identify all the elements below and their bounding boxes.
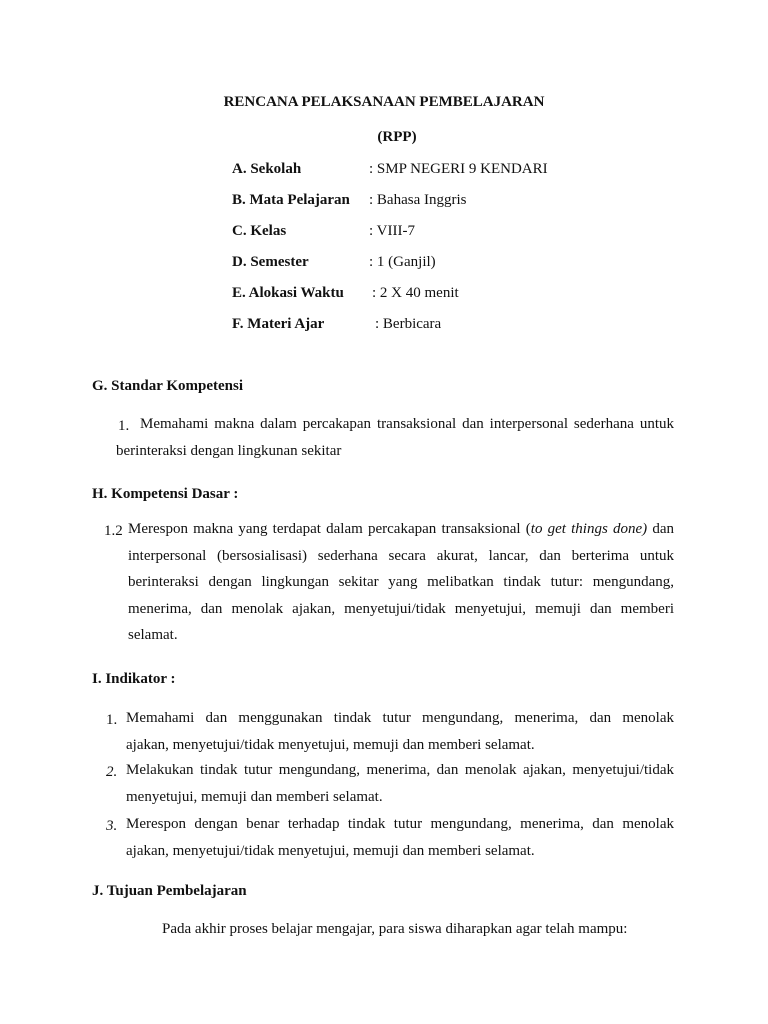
section-h-line-5: selamat. [128, 627, 178, 643]
indicator-2-line-2: menyetujui, memuji dan memberi selamat. [126, 788, 383, 805]
section-h-line-4: menerima, dan menolak ajakan, menyetujui/tidak menyetujui, memuji dan memberi [128, 600, 674, 617]
section-h-line-1-italic: to get things done) [530, 521, 648, 537]
info-value-mata-pelajaran: : Bahasa Inggris [369, 192, 467, 208]
section-g-line-2: berinteraksi dengan lingkunan sekitar [116, 442, 342, 459]
section-h-heading: H. Kompetensi Dasar : [92, 486, 239, 502]
indicator-2 [126, 757, 674, 810]
indicator-3-number: 3. [106, 818, 118, 834]
indicator-2-line-1: Melakukan tindak tutur mengundang, menerima, dan menolak ajakan, menyetujui/tidak [126, 762, 674, 778]
info-label-materi-ajar: F. Materi Ajar [232, 316, 325, 332]
info-value-alokasi-waktu: : 2 X 40 menit [372, 285, 459, 301]
section-j-text: Pada akhir proses belajar mengajar, para siswa diharapkan agar telah mampu: [162, 921, 628, 937]
indicator-1-line-2: ajakan, menyetujui/tidak menyetujui, memuji dan memberi selamat. [126, 736, 535, 753]
info-value-semester: : 1 (Ganjil) [369, 254, 436, 270]
section-h-line-1-post: dan [647, 521, 674, 537]
indicator-1-line-1: Memahami dan menggunakan tindak tutur mengundang, menerima, dan menolak [126, 710, 674, 726]
section-h-line-3: berinteraksi dengan lingkungan sekitar yang melibatkan tindak tutur: mengundang, [128, 574, 674, 590]
indicator-3 [126, 811, 674, 864]
section-g-paragraph [140, 411, 674, 438]
section-g-paragraph-cont [116, 438, 674, 465]
indicator-1 [126, 705, 674, 758]
info-label-sekolah: A. Sekolah [232, 161, 302, 177]
section-h-paragraph [128, 516, 674, 649]
section-h-number: 1.2 [104, 523, 123, 539]
info-label-semester: D. Semester [232, 254, 309, 270]
section-g-line-1: Memahami makna dalam percakapan transaksional dan interpersonal sederhana untuk [140, 416, 674, 432]
indicator-3-line-2: ajakan, menyetujui/tidak menyetujui, memuji dan memberi selamat. [126, 842, 535, 859]
indicator-3-line-1: Merespon dengan benar terhadap tindak tutur mengundang, menerima, dan menolak [126, 816, 674, 832]
info-value-kelas: : VIII-7 [369, 223, 415, 239]
info-value-sekolah: : SMP NEGERI 9 KENDARI [369, 161, 548, 177]
section-i-heading: I. Indikator : [92, 671, 176, 687]
section-h-line-1 [128, 516, 674, 543]
indicator-1-number: 1. [106, 712, 118, 728]
info-label-alokasi-waktu: E. Alokasi Waktu [232, 285, 344, 301]
section-g-heading: G. Standar Kompetensi [92, 378, 243, 394]
info-label-mata-pelajaran: B. Mata Pelajaran [232, 192, 350, 208]
info-label-kelas: C. Kelas [232, 223, 287, 239]
document-subtitle: (RPP) [377, 129, 417, 145]
info-value-materi-ajar: : Berbicara [375, 316, 442, 332]
document-title: RENCANA PELAKSANAAN PEMBELAJARAN [223, 94, 545, 110]
section-h-line-1-pre: Merespon makna yang terdapat dalam percakapan transaksional ( [128, 521, 531, 537]
section-j-heading: J. Tujuan Pembelajaran [92, 883, 247, 899]
indicator-2-number: 2. [106, 764, 118, 780]
section-g-number: 1. [118, 418, 130, 434]
section-h-line-2: interpersonal (bersosialisasi) sederhana secara akurat, lancar, dan berterima untuk [128, 547, 674, 564]
